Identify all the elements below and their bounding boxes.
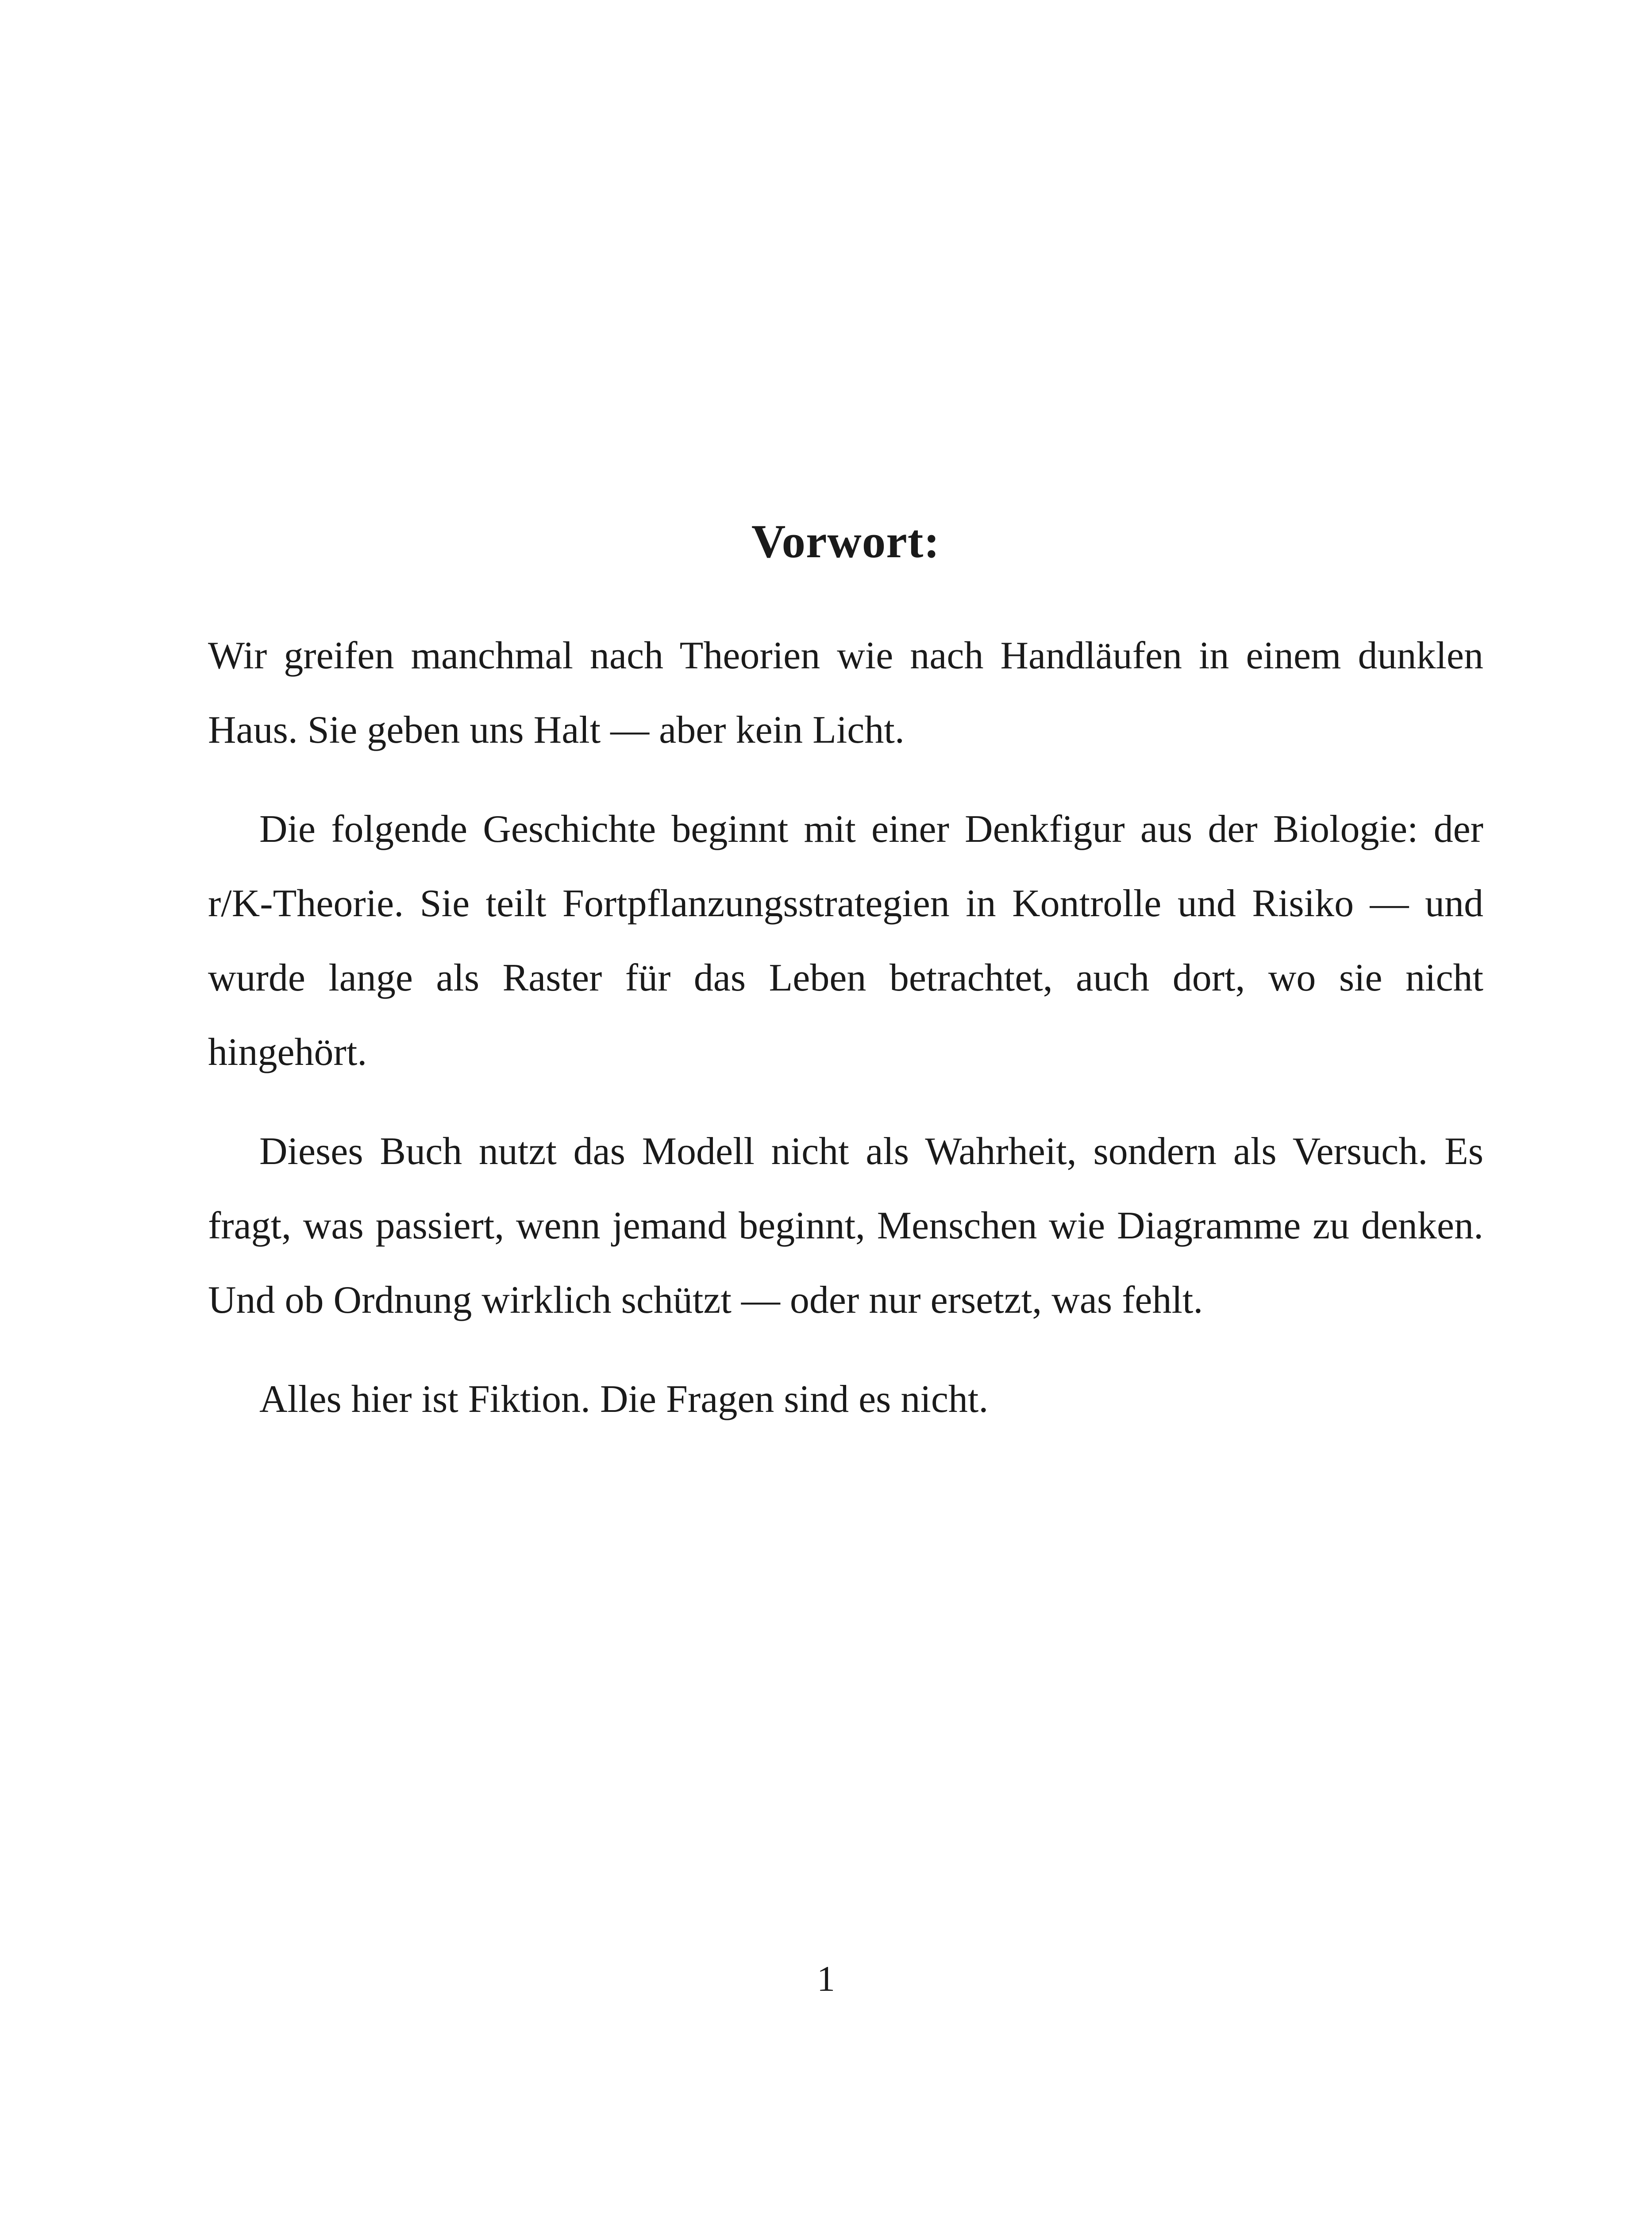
paragraph-2: Die folgende Geschichte beginnt mit einer Denkfigur aus der Biologie: der r/K-Theorie. Sie teilt Fortpflanzungsstrategien in Kontrolle und Risiko — und wurde lange als Raster für das Leben betrachtet, auch dort, wo sie nicht hingehört. (208, 808, 1483, 1074)
paragraph-4: Alles hier ist Fiktion. Die Fragen sind es nicht. (259, 1378, 989, 1421)
paragraph-1: Wir greifen manchmal nach Theorien wie nach Handläufen in einem dunklen Haus. Sie geben uns Halt — aber kein Licht. (208, 634, 1483, 752)
page-content (208, 513, 1483, 1461)
paragraph-3: Dieses Buch nutzt das Modell nicht als Wahrheit, sondern als Versuch. Es fragt, was passiert, wenn jemand beginnt, Menschen wie Diagramme zu denken. Und ob Ordnung wirklich schützt — oder nur ersetzt, was fehlt. (208, 1130, 1483, 1322)
page-number: 1 (817, 1959, 835, 1999)
page-title: Vorwort: (751, 516, 940, 568)
